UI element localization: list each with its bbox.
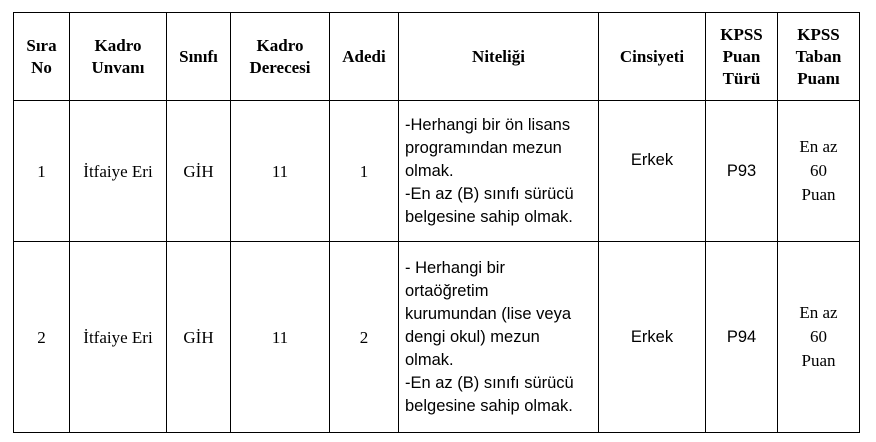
cell-niteligi: -Herhangi bir ön lisans programından mezun olmak. -En az (B) sınıfı sürücü belgesine sahip olmak. [399, 101, 599, 242]
header-adedi: Adedi [330, 13, 399, 101]
cell-kpss-taban-puani: En az 60 Puan [778, 101, 860, 242]
header-kadro-unvani: Kadro Unvanı [70, 13, 167, 101]
cell-sinifi: GİH [167, 242, 231, 433]
header-row [14, 13, 860, 101]
cell-sinifi: GİH [167, 101, 231, 242]
header-kadro-derecesi: Kadro Derecesi [231, 13, 330, 101]
cell-cinsiyeti: Erkek [599, 242, 706, 433]
header-kpss-taban-puani: KPSS Taban Puanı [778, 13, 860, 101]
cell-kadro-unvani: İtfaiye Eri [70, 242, 167, 433]
header-sinifi: Sınıfı [167, 13, 231, 101]
cell-adedi: 2 [330, 242, 399, 433]
header-niteligi: Niteliği [399, 13, 599, 101]
cell-sira-no: 1 [14, 101, 70, 242]
cell-kadro-derecesi: 11 [231, 242, 330, 433]
cell-adedi: 1 [330, 101, 399, 242]
cell-sira-no: 2 [14, 242, 70, 433]
table-row [14, 242, 860, 433]
cell-kpss-puan-turu: P93 [706, 101, 778, 242]
table-row [14, 101, 860, 242]
cell-kadro-unvani: İtfaiye Eri [70, 101, 167, 242]
header-cinsiyeti: Cinsiyeti [599, 13, 706, 101]
header-sira-no: Sıra No [14, 13, 70, 101]
cell-kpss-puan-turu: P94 [706, 242, 778, 433]
cell-kadro-derecesi: 11 [231, 101, 330, 242]
kadro-table [13, 12, 860, 433]
header-kpss-puan-turu: KPSS Puan Türü [706, 13, 778, 101]
cell-niteligi: - Herhangi bir ortaöğretim kurumundan (lise veya dengi okul) mezun olmak. -En az (B) sınıfı sürücü belgesine sahip olmak. [399, 242, 599, 433]
cell-kpss-taban-puani: En az 60 Puan [778, 242, 860, 433]
cell-cinsiyeti: Erkek [599, 101, 706, 242]
